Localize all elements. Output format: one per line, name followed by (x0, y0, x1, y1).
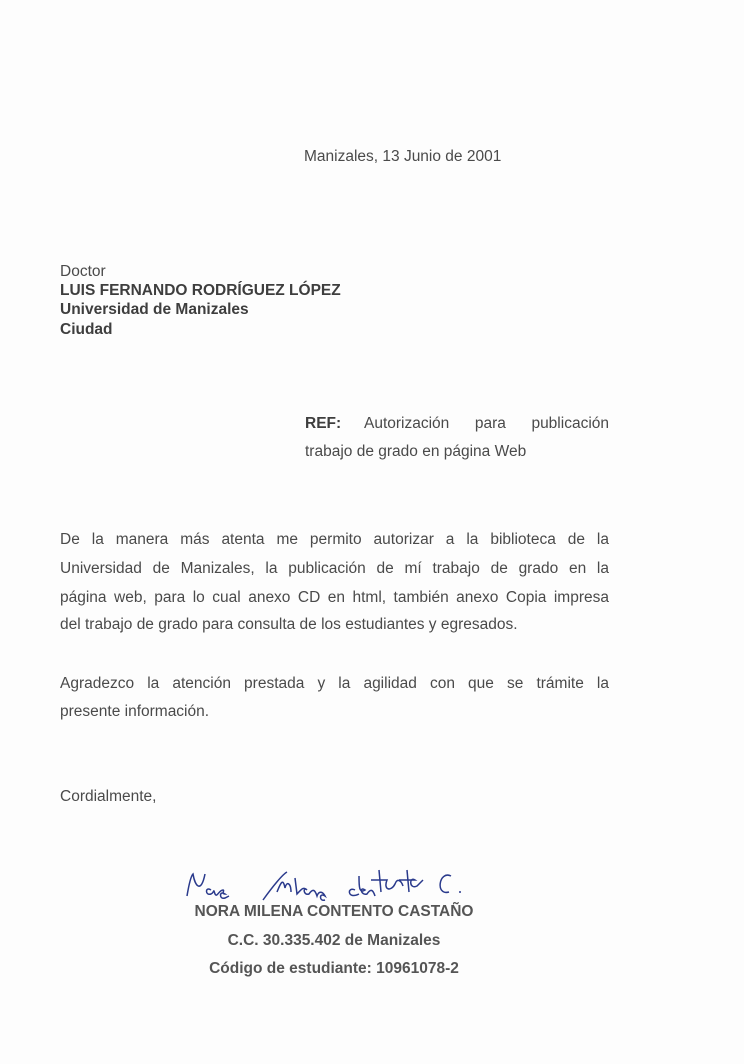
ref-label: REF: (305, 415, 342, 432)
student-code: Código de estudiante: 10961078-2 (209, 960, 459, 977)
recipient-city: Ciudad (60, 321, 113, 338)
recipient-title: Doctor (60, 263, 106, 280)
body-line: del trabajo de grado para consulta de los estudiantes y egresados. (60, 616, 518, 633)
ref-line-1: Autorización para publicación (364, 415, 609, 432)
ref-line-2: trabajo de grado en página Web (305, 443, 527, 460)
date: Manizales, 13 Junio de 2001 (304, 148, 502, 165)
body-line: De la manera más atenta me permito autorizar a la biblioteca de la (60, 531, 609, 548)
closing: Cordialmente, (60, 788, 157, 805)
body-line: Universidad de Manizales, la publicación de mí trabajo de grado en la (60, 560, 609, 577)
handwritten-signature (183, 866, 513, 908)
signer-id: C.C. 30.335.402 de Manizales (227, 932, 441, 949)
body-line: presente información. (60, 703, 210, 720)
body-line: página web, para lo cual anexo CD en html, también anexo Copia impresa (60, 589, 609, 606)
signer-name: NORA MILENA CONTENTO CASTAÑO (194, 903, 474, 920)
recipient-name: LUIS FERNANDO RODRÍGUEZ LÓPEZ (60, 282, 341, 299)
body-line: Agradezco la atención prestada y la agilidad con que se trámite la (60, 675, 609, 692)
recipient-institution: Universidad de Manizales (60, 301, 249, 318)
